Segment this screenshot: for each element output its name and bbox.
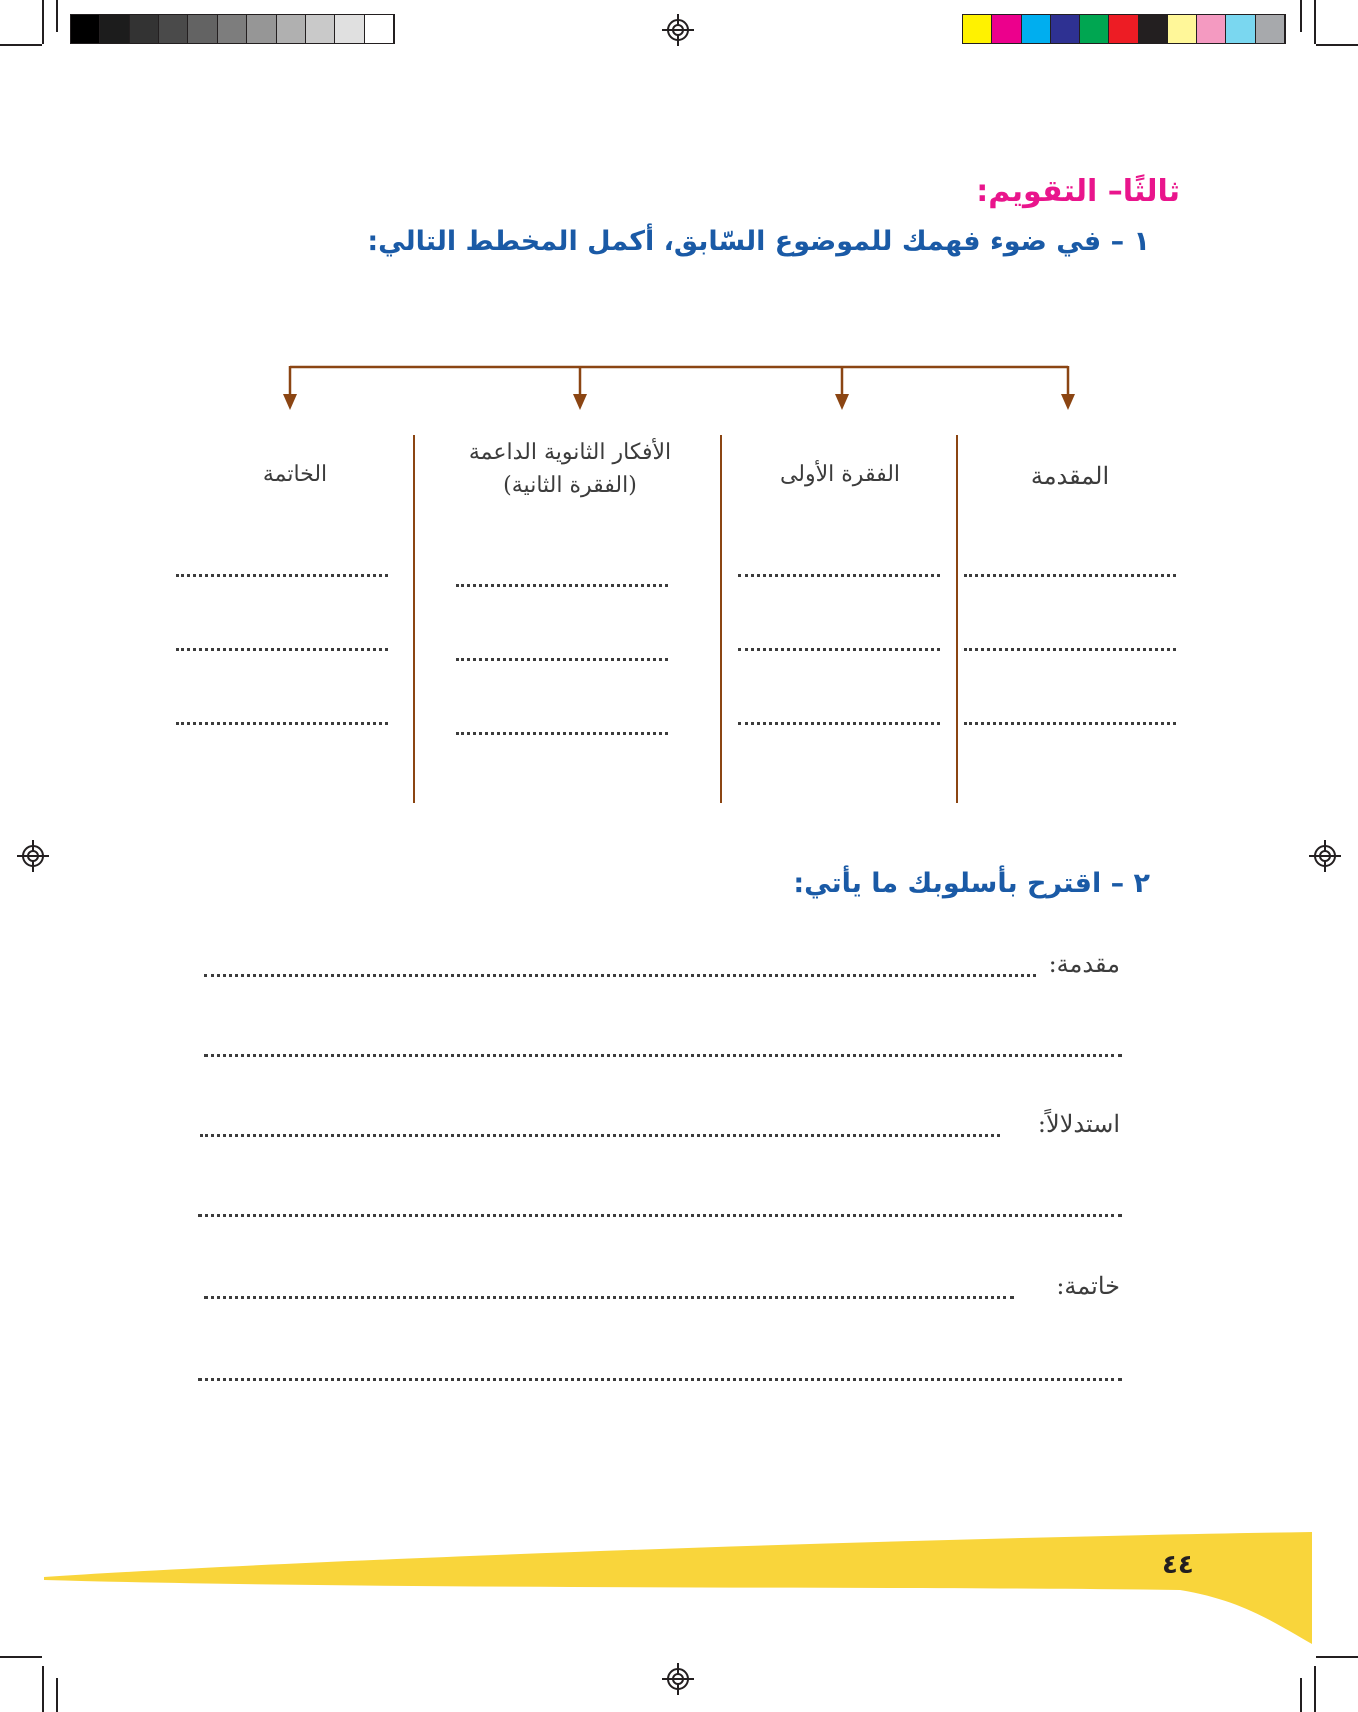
answer-line[interactable] — [176, 648, 388, 651]
label-conclusion: خاتمة: — [1056, 1272, 1120, 1300]
answer-line[interactable] — [456, 584, 668, 587]
registration-mark-icon — [22, 845, 44, 867]
answer-line[interactable] — [200, 1134, 1000, 1137]
page-number: ٤٤ — [1162, 1550, 1194, 1580]
answer-line[interactable] — [964, 648, 1176, 651]
diagram-arrows — [0, 0, 1358, 820]
answer-line[interactable] — [204, 1054, 1122, 1057]
arrow-icon — [283, 366, 297, 410]
trim-mark — [42, 1666, 44, 1712]
column-title-introduction: المقدمة — [1030, 462, 1110, 490]
registration-mark-icon — [1314, 845, 1336, 867]
column-title-conclusion: الخاتمة — [262, 462, 328, 487]
answer-line[interactable] — [456, 658, 668, 661]
answer-line[interactable] — [738, 722, 940, 725]
column-title-first-paragraph: الفقرة الأولى — [779, 462, 901, 487]
answer-line[interactable] — [738, 648, 940, 651]
footer-band — [0, 1520, 1358, 1650]
section-title: ثالثًا– التقويم: — [976, 174, 1180, 209]
answer-line[interactable] — [456, 732, 668, 735]
trim-mark — [1316, 1656, 1358, 1658]
answer-line[interactable] — [198, 1378, 1122, 1381]
column-divider — [413, 435, 415, 803]
label-evidence: استدلالاً: — [1037, 1110, 1120, 1138]
answer-line[interactable] — [964, 574, 1176, 577]
answer-line[interactable] — [198, 1214, 1122, 1217]
arrow-icon — [835, 366, 849, 410]
answer-line[interactable] — [176, 574, 388, 577]
arrow-icon — [573, 366, 587, 410]
arrow-icon — [1061, 366, 1075, 410]
column-title-supporting-ideas: الأفكار الثانوية الداعمة (الفقرة الثانية) — [468, 440, 672, 498]
answer-line[interactable] — [176, 722, 388, 725]
answer-line[interactable] — [204, 1296, 1014, 1299]
question-2: ٢ – اقترح بأسلوبك ما يأتي: — [793, 868, 1150, 899]
trim-mark — [1300, 1678, 1302, 1712]
trim-mark — [56, 1678, 58, 1712]
registration-mark-icon — [667, 1668, 689, 1690]
column-divider — [956, 435, 958, 803]
trim-mark — [0, 1656, 42, 1658]
answer-line[interactable] — [738, 574, 940, 577]
trim-mark — [1314, 1666, 1316, 1712]
label-introduction: مقدمة: — [1048, 950, 1120, 978]
question-1: ١ – في ضوء فهمك للموضوع السّابق، أكمل المخطط التالي: — [367, 226, 1150, 257]
answer-line[interactable] — [964, 722, 1176, 725]
answer-line[interactable] — [204, 974, 1036, 977]
column-divider — [720, 435, 722, 803]
